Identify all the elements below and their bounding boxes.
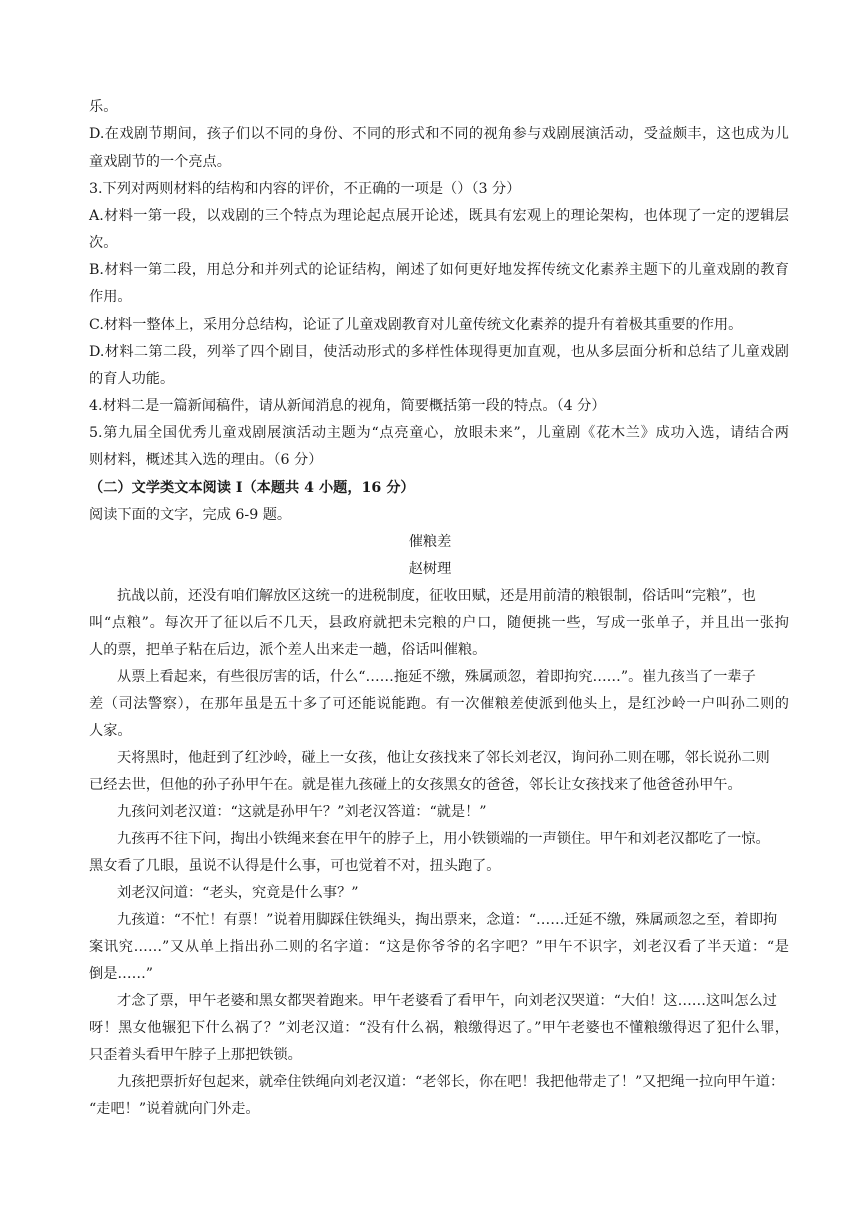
text-line: 童戏剧节的一个亮点。 — [89, 154, 231, 170]
story-line: 九孩道：“不忙！有票！”说着用脚踩住铁绳头，掏出票来，念道：“……迁延不缴，殊属顽忽之至，着即拘 — [117, 912, 778, 928]
story-line: 倒是……” — [89, 966, 154, 982]
question-3: 3.下列对两则材料的结构和内容的评价，不正确的一项是（）（3 分） — [89, 181, 521, 197]
option-b-line: B.材料一第二段，用总分和并列式的论证结构，阐述了如何更好地发挥传统文化素养主题下的儿童戏剧的教育 — [89, 262, 789, 278]
question-4: 4.材料二是一篇新闻稿件，请从新闻消息的视角，简要概括第一段的特点。（4 分） — [89, 398, 606, 414]
story-author: 赵树理 — [408, 561, 452, 577]
story-line: 黑女看了几眼，虽说不认得是什么事，可也觉着不对，扭头跑了。 — [89, 858, 501, 874]
option-d-line: D.材料二第二段，列举了四个剧目，使活动形式的多样性体现得更加直观，也从多层面分析和总结了儿童戏剧 — [89, 344, 789, 360]
story-line: 天将黑时，他赶到了红沙岭，碰上一女孩，他让女孩找来了邻长刘老汉，询问孙二则在哪，邻长说孙二则 — [117, 750, 770, 766]
text-line: 乐。 — [89, 99, 118, 115]
story-line: 案讯究……”又从单上指出孙二则的名字道：“这是你爷爷的名字吧？”甲午不识字，刘老汉看了半天道：“是 — [89, 939, 789, 955]
story-line: “走吧！”说着就向门外走。 — [89, 1101, 260, 1117]
story-line: 叫“点粮”。每次开了征以后不几天，县政府就把未完粮的户口，随便挑一些，写成一张单子，并且出一张拘 — [89, 615, 789, 631]
section-heading: （二）文学类文本阅读 I（本题共 4 小题，16 分） — [89, 480, 415, 496]
story-line: 九孩问刘老汉道：“这就是孙甲午？”刘老汉答道：“就是！” — [117, 804, 487, 820]
story-line: 人的票，把单子粘在后边，派个差人出来走一趟，俗话叫催粮。 — [89, 642, 487, 658]
story-line: 人家。 — [89, 723, 132, 739]
text-line: 则材料，概述其入选的理由。（6 分） — [89, 452, 323, 468]
story-line: 差（司法警察），在那年虽是五十多了可还能说能跑。有一次催粮差使派到他头上，是红沙岭一户叫孙二则的 — [89, 696, 789, 712]
instruction: 阅读下面的文字，完成 6-9 题。 — [89, 507, 292, 523]
option-d-line: D.在戏剧节期间，孩子们以不同的身份、不同的形式和不同的视角参与戏剧展演活动，受益颇丰，这也成为儿 — [89, 126, 789, 142]
option-a-line: A.材料一第一段，以戏剧的三个特点为理论起点展开论述，既具有宏观上的理论架构，也体现了一定的逻辑层 — [89, 208, 789, 224]
story-line: 才念了票，甲午老婆和黑女都哭着跑来。甲午老婆看了看甲午，向刘老汉哭道：“大伯！这……这叫怎么过 — [117, 993, 777, 1009]
story-line: 已经去世，但他的孙子孙甲午在。就是崔九孩碰上的女孩黑女的爸爸，邻长让女孩找来了他爸爸孙甲午。 — [89, 777, 742, 793]
text-line: 作用。 — [89, 289, 132, 305]
story-line: 抗战以前，还没有咱们解放区这统一的进税制度，征收田赋，还是用前清的粮银制，俗话叫“完粮”，也 — [117, 588, 756, 604]
story-line: 九孩把票折好包起来，就牵住铁绳向刘老汉道：“老邻长，你在吧！我把他带走了！”又把绳一拉向甲午道： — [117, 1074, 785, 1090]
story-title: 催粮差 — [408, 534, 452, 550]
story-line: 只歪着头看甲午脖子上那把铁锁。 — [89, 1047, 302, 1063]
story-line: 呀！黑女他辗犯下什么祸了？”刘老汉道：“没有什么祸，粮缴得迟了。”甲午老婆也不懂粮缴得迟了犯什么罪， — [89, 1020, 789, 1036]
option-c-line: C.材料一整体上，采用分总结构，论证了儿童戏剧教育对儿童传统文化素养的提升有着极其重要的作用。 — [89, 317, 743, 333]
text-line: 的育人功能。 — [89, 371, 175, 387]
story-line: 刘老汉问道：“老头，究竟是什么事？” — [117, 885, 359, 901]
story-line: 从票上看起来，有些很厉害的话，什么“……拖延不缴，殊属顽忽，着即拘究……”。崔九孩当了一辈子 — [117, 669, 756, 685]
story-line: 九孩再不往下问，掏出小铁绳来套在甲午的脖子上，用小铁锁端的一声锁住。甲午和刘老汉都吃了一惊。 — [117, 831, 770, 847]
question-5: 5.第九届全国优秀儿童戏剧展演活动主题为“点亮童心，放眼未来”，儿童剧《花木兰》成功入选，请结合两 — [89, 425, 789, 441]
text-line: 次。 — [89, 235, 118, 251]
